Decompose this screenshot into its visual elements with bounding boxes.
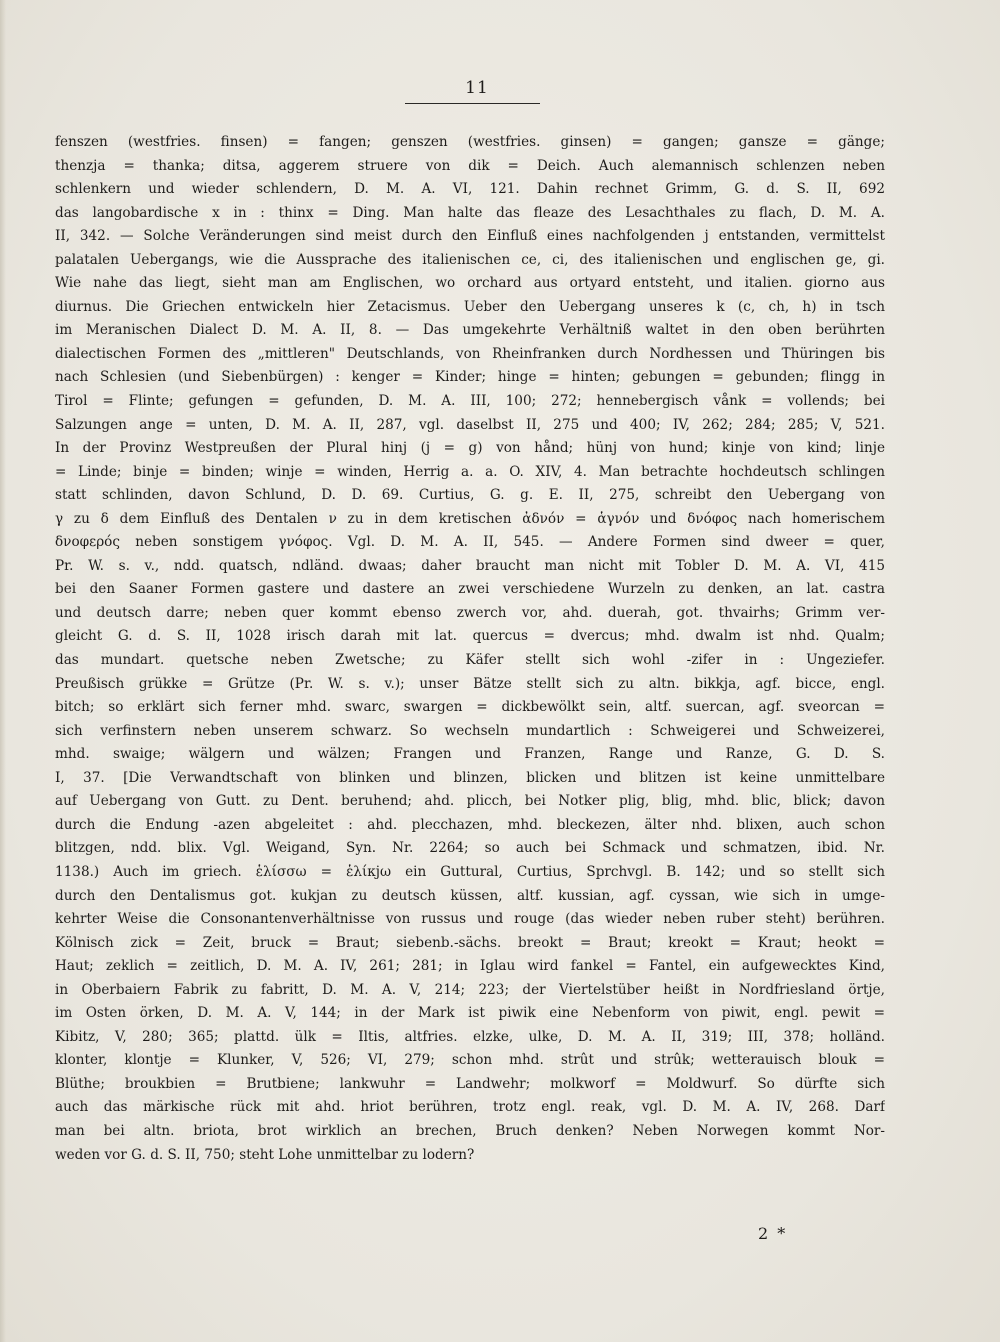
text-line: nach Schlesien (und Siebenbürgen) : kenger = Kinder; hinge = hinten; gebungen = gebunden; flingg in [55,369,885,386]
text-line: in Oberbaiern Fabrik zu fabritt, D. M. A. V, 214; 223; der Viertelstüber heißt in Nordfriesland örtje, [55,981,885,998]
body-text [55,131,885,1167]
text-line: palatalen Uebergangs, wie die Aussprache des italienischen ce, ci, des italienischen und englischen ge, gi. [55,251,885,268]
text-line: dialectischen Formen des „mittleren" Deutschlands, von Rheinfranken durch Nordhessen und Thüringen bis [55,345,885,362]
text-line: weden vor G. d. S. II, 750; steht Lohe unmittelbar zu lodern? [55,1146,475,1163]
text-line: I, 37. [Die Verwandtschaft von blinken und blinzen, blicken und blitzen ist keine unmittelbare [55,769,885,786]
text-line: = Linde; binje = binden; winje = winden, Herrig a. a. O. XIV, 4. Man betrachte hochdeutsch schlingen [55,463,885,480]
text-line: bitch; so erklärt sich ferner mhd. swarc, swargen = dickbewölkt sein, altf. suercan, agf. sveorcan = [55,699,885,716]
text-line: Kibitz, V, 280; 365; plattd. ülk = Iltis, altfries. elzke, ulke, D. M. A. II, 319; III, 378; holländ. [55,1028,885,1045]
text-line: auf Uebergang von Gutt. zu Dent. beruhend; ahd. plicch, bei Notker plig, blig, mhd. blic, blick; davon [55,793,885,810]
signature-mark: 2 * [758,1224,788,1243]
text-line: Kölnisch zick = Zeit, bruck = Braut; siebenb.-sächs. breokt = Braut; kreokt = Kraut; heokt = [55,934,885,951]
text-line: statt schlinden, davon Schlund, D. D. 69. Curtius, G. g. E. II, 275, schreibt den Uebergang von [55,487,885,504]
text-line: gleicht G. d. S. II, 1028 irisch darah mit lat. quercus = dvercus; mhd. dwalm ist nhd. Qualm; [55,628,885,645]
text-line: thenzja = thanka; ditsa, aggerem struere von dik = Deich. Auch alemannisch schlenzen neben [55,157,885,174]
text-line: das langobardische x in : thinx = Ding. Man halte das fleaze des Lesachthales zu flach, D. M. A. [55,204,885,221]
text-line: kehrter Weise die Consonantenverhältnisse von russus und rouge (das wieder neben ruber steht) berühren. [55,911,885,928]
text-line: δνοφερός neben sonstigem γνόφος. Vgl. D. M. A. II, 545. — Andere Formen sind dweer = quer, [55,534,885,551]
text-line: fenszen (westfries. finsen) = fangen; genszen (westfries. ginsen) = gangen; gansze = gänge; [55,134,885,150]
text-line: klonter, klontje = Klunker, V, 526; VI, 279; schon mhd. strût und strûk; wetterauisch blouk = [55,1052,885,1069]
text-line: und deutsch darre; neben quer kommt ebenso zwerch vor, ahd. duerah, got. thvairhs; Grimm ver- [55,604,885,621]
text-line: durch die Endung -azen abgeleitet : ahd. plecchazen, mhd. bleckezen, älter nhd. blixen, auch schon [55,816,885,833]
page-edge-shadow [0,0,6,1342]
text-line: auch das märkische rück mit ahd. hriot berühren, trotz engl. reak, vgl. D. M. A. IV, 268. Darf [55,1099,885,1116]
text-line: mhd. swaige; wälgern und wälzen; Frangen und Franzen, Range und Ranze, G. D. S. [55,746,885,763]
text-line: blitzgen, ndd. blix. Vgl. Weigand, Syn. Nr. 2264; so auch bei Schmack und schmatzen, ibid. Nr. [55,840,885,857]
text-line: im Meranischen Dialect D. M. A. II, 8. — Das umgekehrte Verhältniß waltet in den oben berührten [55,322,885,339]
text-line: Salzungen ange = unten, D. M. A. II, 287, vgl. daselbst II, 275 und 400; IV, 262; 284; 285; V, 521. [55,416,885,433]
text-line: Pr. W. s. v., ndd. quatsch, ndländ. dwaas; daher braucht man nicht mit Tobler D. M. A. VI, 415 [55,557,885,574]
text-line: Preußisch grükke = Grütze (Pr. W. s. v.); unser Bätze stellt sich zu altn. bikkja, agf. bicce, engl. [55,675,885,692]
text-line: im Osten örken, D. M. A. V, 144; in der Mark ist piwik eine Nebenform von piwit, engl. pewit = [55,1005,885,1022]
text-line: bei den Saaner Formen gastere und dastere an zwei verschiedene Wurzeln zu denken, an lat. castra [55,581,885,598]
text-line: das mundart. quetsche neben Zwetsche; zu Käfer stellt sich wohl -zifer in : Ungeziefer. [55,652,885,669]
text-line: sich verfinstern neben unserem schwarz. So wechseln mundartlich : Schweigerei und Schweizerei, [55,722,885,739]
page-number: 11 [465,78,489,98]
text-line: Haut; zeklich = zeitlich, D. M. A. IV, 261; 281; in Iglau wird fankel = Fantel, ein aufgewecktes Kind, [55,958,885,975]
text-line: schlenkern und wieder schlendern, D. M. A. VI, 121. Dahin rechnet Grimm, G. d. S. II, 692 [55,181,885,198]
text-line: Wie nahe das liegt, sieht man am Englischen, wo orchard aus ortyard entsteht, und italien. giorno aus [55,275,885,292]
text-line: Tirol = Flinte; gefungen = gefunden, D. M. A. III, 100; 272; hennebergisch vånk = vollends; bei [55,393,885,410]
text-line: man bei altn. briota, brot wirklich an brechen, Bruch denken? Neben Norwegen kommt Nor- [55,1122,885,1139]
text-line: durch den Dentalismus got. kukjan zu deutsch küssen, altf. kussian, agf. cyssan, wie sich in umge- [55,887,885,904]
text-line: 1138.) Auch im griech. ἑλίσσω = ἑλίκjω ein Guttural, Curtius, Sprchvgl. B. 142; und so stellt sich [55,863,885,880]
text-line: II, 342. — Solche Veränderungen sind meist durch den Einfluß eines nachfolgenden j entstanden, vermittelst [55,228,885,245]
header-rule [405,103,540,104]
text-line: diurnus. Die Griechen entwickeln hier Zetacismus. Ueber den Uebergang unseres k (c, ch, h) in tsch [55,298,885,315]
text-line: Blüthe; broukbien = Brutbiene; lankwuhr = Landwehr; molkworf = Moldwurf. So dürfte sich [55,1075,885,1092]
text-line: γ zu δ dem Einfluß des Dentalen ν zu in dem kretischen ἀδνόν = ἁγνόν und δνόφος nach homerischem [55,510,885,527]
text-line: In der Provinz Westpreußen der Plural hinj (j = g) von hånd; hünj von hund; kinje von kind; linje [55,440,885,457]
